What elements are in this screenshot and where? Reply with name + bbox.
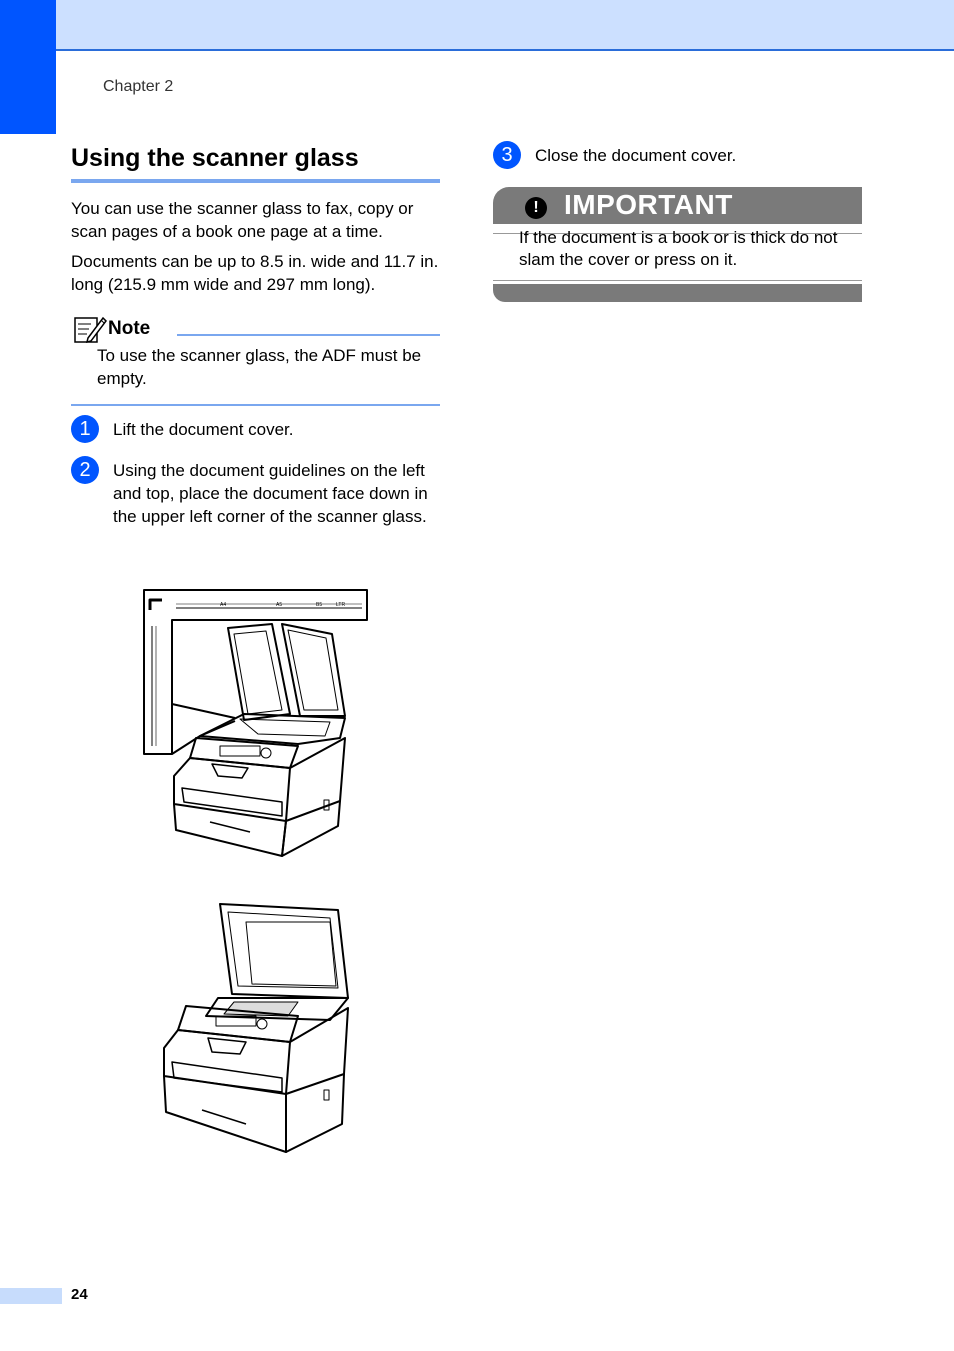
right-column [493, 140, 863, 305]
step-2 [71, 459, 440, 528]
figure-label-b5: B5 [316, 602, 323, 608]
chapter-label: Chapter 2 [103, 78, 174, 95]
important-box [493, 187, 863, 305]
note-label: Note [108, 318, 151, 339]
step-number-badge: 2 [71, 456, 99, 484]
header-band [0, 0, 954, 51]
intro-paragraph: You can use the scanner glass to fax, copy or scan pages of a book one page at a time. [71, 199, 414, 241]
step-1 [71, 418, 440, 441]
figure-label-a5: A5 [276, 602, 283, 608]
page-number: 24 [71, 1286, 88, 1303]
page-number-tab [0, 1288, 62, 1304]
important-title: IMPORTANT [564, 189, 733, 220]
note-text: To use the scanner glass, the ADF must be empty. [97, 346, 422, 388]
note-pencil-icon [73, 314, 107, 344]
step-text: Using the document guidelines on the left and top, place the document face down in the upper left corner of the scanner glass. [113, 461, 428, 526]
important-rule-bottom [493, 280, 862, 281]
note-box [71, 314, 440, 406]
section-title: Using the scanner glass [71, 140, 440, 183]
chapter-tab [0, 0, 56, 134]
figure-label-a4: A4 [220, 602, 227, 608]
exclamation-icon: ! [525, 197, 547, 219]
step-text: Lift the document cover. [113, 420, 294, 439]
scanner-glass-guidelines-illustration [140, 586, 372, 864]
left-column [71, 140, 440, 528]
step-3 [493, 144, 863, 167]
size-paragraph: Documents can be up to 8.5 in. wide and 11.7 in. long (215.9 mm wide and 297 mm long). [71, 252, 439, 294]
important-header [493, 187, 862, 224]
important-text: If the document is a book or is thick do not slam the cover or press on it. [519, 228, 838, 269]
document-on-glass-illustration [158, 898, 354, 1160]
note-rule [177, 334, 440, 336]
figure-label-ltr: LTR [336, 602, 346, 608]
important-footer-bar [493, 284, 862, 302]
step-number-badge: 3 [493, 141, 521, 169]
step-text: Close the document cover. [535, 146, 737, 165]
step-number-badge: 1 [71, 415, 99, 443]
